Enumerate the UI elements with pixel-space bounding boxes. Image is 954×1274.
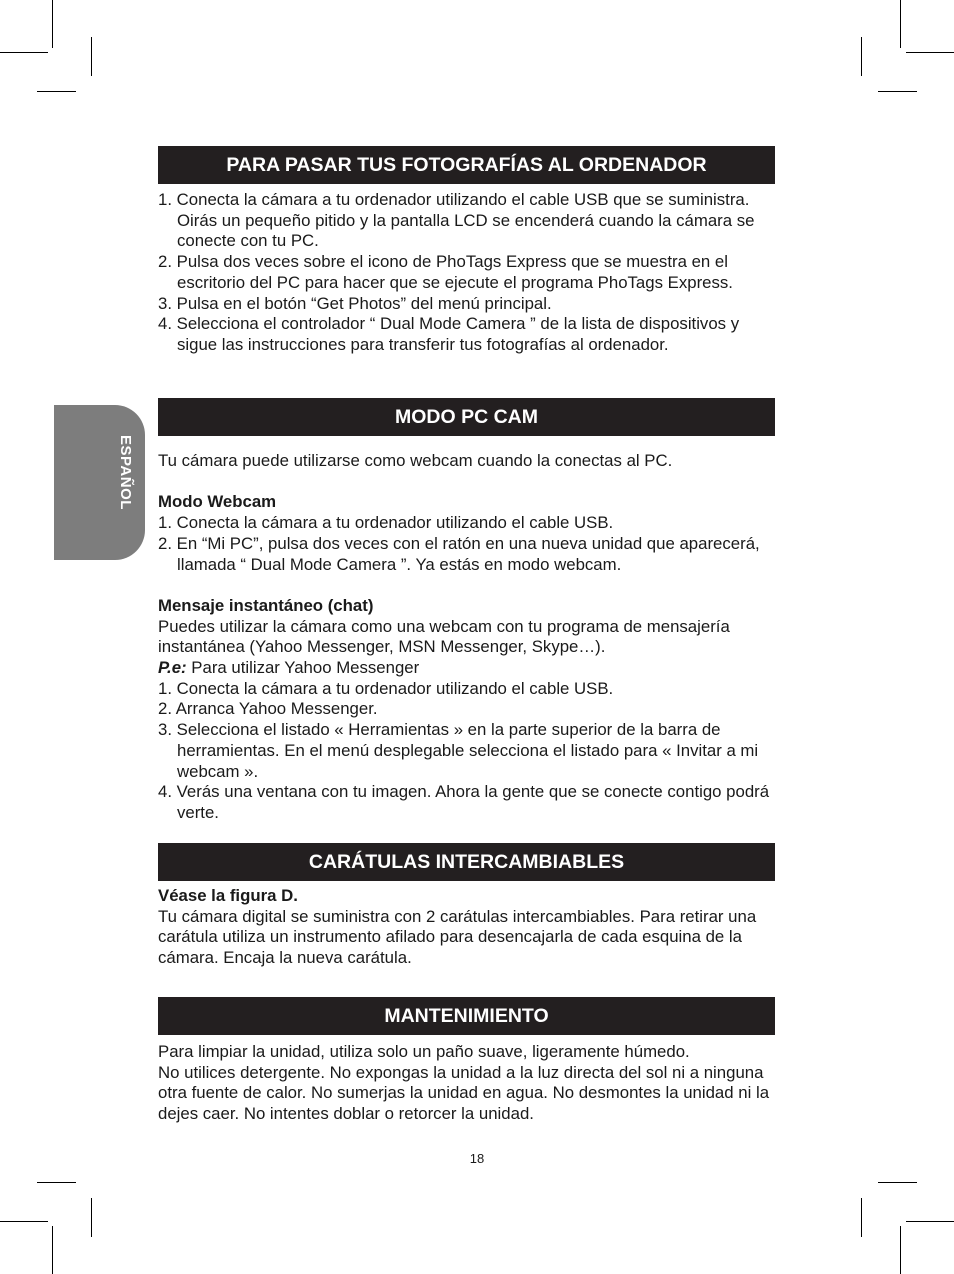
maintenance-content	[158, 1042, 778, 1125]
language-tab-label: ESPAÑOL	[117, 435, 134, 510]
list-item: 2. Arranca Yahoo Messenger.	[158, 699, 378, 719]
list-item: 1. Conecta la cámara a tu ordenador utilizando el cable USB.	[158, 513, 614, 533]
paragraph: Tu cámara digital se suministra con 2 carátulas intercambiables. Para retirar una carátula utiliza un instrumento afilado para desencajarla de cada esquina de la cámara. Encaja la nueva carátula.	[158, 906, 757, 968]
figure-reference: Véase la figura D.	[158, 886, 298, 905]
crop-mark	[861, 1198, 862, 1237]
example-line	[158, 658, 778, 679]
list-item: 4. Selecciona el controlador “ Dual Mode Camera ” de la lista de dispositivos y sigue las instrucciones para transferir tus fotografías al ordenador.	[158, 314, 740, 354]
section-title: CARÁTULAS INTERCAMBIABLES	[308, 850, 625, 873]
section-header-transfer	[158, 146, 775, 184]
crop-mark	[0, 1221, 48, 1222]
crop-mark	[52, 0, 53, 48]
crop-mark	[0, 52, 48, 53]
transfer-instructions	[158, 190, 778, 356]
covers-content	[158, 886, 778, 969]
list-item: 1. Conecta la cámara a tu ordenador utilizando el cable USB que se suministra. Oirás un pequeño pitido y la pantalla LCD se encenderá cuando la cámara se conecte con tu PC.	[158, 190, 755, 251]
crop-mark	[52, 1226, 53, 1274]
language-tab	[54, 405, 145, 560]
paragraph: Puedes utilizar la cámara como una webcam con tu programa de mensajería instantánea (Yahoo Messenger, MSN Messenger, Skype…).	[158, 616, 730, 657]
section-header-maintenance	[158, 997, 775, 1035]
crop-mark	[900, 1226, 901, 1274]
list-item: 4. Verás una ventana con tu imagen. Ahora la gente que se conecte contigo podrá verte.	[158, 782, 770, 822]
pccam-content	[158, 451, 778, 824]
paragraph: Tu cámara puede utilizarse como webcam cuando la conectas al PC.	[158, 451, 673, 470]
example-label: P.e:	[158, 658, 187, 677]
list-item: 3. Pulsa en el botón “Get Photos” del menú principal.	[158, 293, 552, 313]
example-text: Para utilizar Yahoo Messenger	[186, 658, 420, 677]
page-number: 18	[469, 1151, 485, 1166]
list-item: 2. En “Mi PC”, pulsa dos veces con el ratón en una nueva unidad que aparecerá, llamada “ Dual Mode Camera ”. Ya estás en modo webcam.	[158, 533, 760, 574]
crop-mark	[878, 91, 917, 92]
crop-mark	[91, 37, 92, 76]
crop-mark	[906, 1221, 954, 1222]
crop-mark	[861, 37, 862, 76]
crop-mark	[91, 1198, 92, 1237]
crop-mark	[37, 1182, 76, 1183]
list-item: 3. Selecciona el listado « Herramientas » en la parte superior de la barra de herramientas. En el menú desplegable selecciona el listado para « Invitar a mi webcam ».	[158, 720, 759, 781]
section-title: PARA PASAR TUS FOTOGRAFÍAS AL ORDENADOR	[226, 153, 707, 176]
subheading: Modo Webcam	[158, 492, 277, 512]
paragraph: Para limpiar la unidad, utiliza solo un paño suave, ligeramente húmedo.	[158, 1042, 690, 1061]
crop-mark	[906, 52, 954, 53]
paragraph: No utilices detergente. No expongas la unidad a la luz directa del sol ni a ninguna otra fuente de calor. No sumerjas la unidad en agua. No desmontes la unidad ni la dejes caer. No intentes doblar o retorcer la unidad.	[158, 1062, 770, 1124]
section-title: MODO PC CAM	[395, 405, 538, 428]
section-header-pccam	[158, 398, 775, 436]
section-header-covers	[158, 843, 775, 881]
list-item: 1. Conecta la cámara a tu ordenador utilizando el cable USB.	[158, 678, 614, 698]
subheading: Mensaje instantáneo (chat)	[158, 595, 374, 615]
crop-mark	[878, 1182, 917, 1183]
section-title: MANTENIMIENTO	[384, 1004, 549, 1027]
crop-mark	[37, 91, 76, 92]
crop-mark	[900, 0, 901, 48]
list-item: 2. Pulsa dos veces sobre el icono de PhoTags Express que se muestra en el escritorio del PC para hacer que se ejecute el programa PhoTags Express.	[158, 252, 733, 292]
